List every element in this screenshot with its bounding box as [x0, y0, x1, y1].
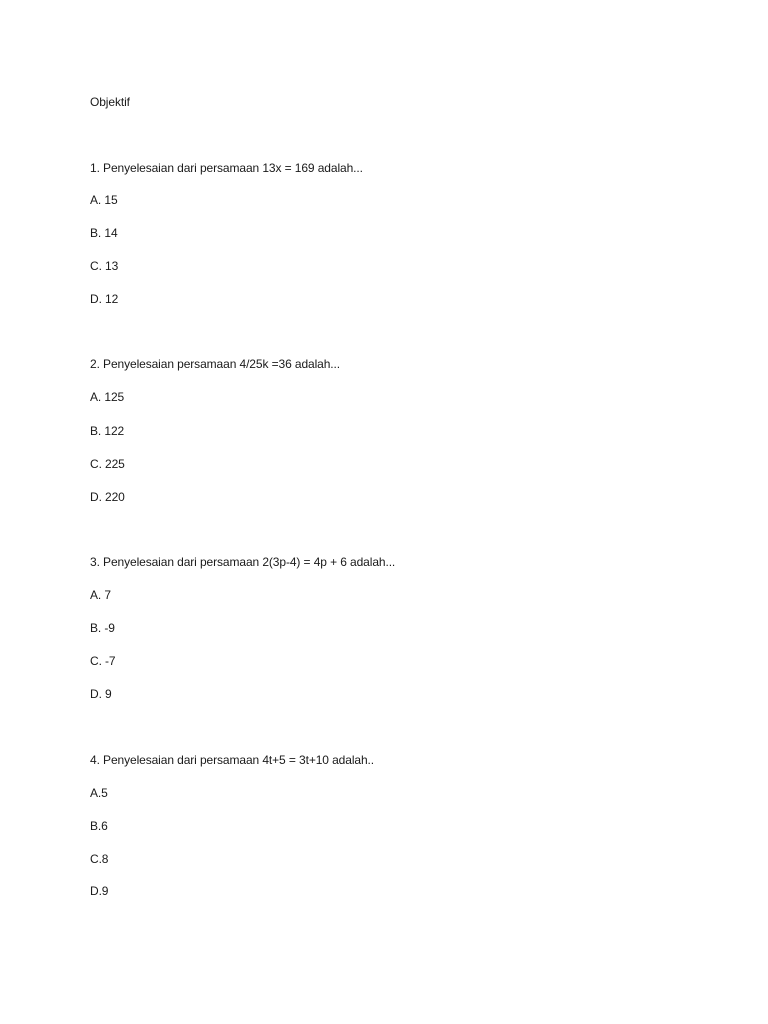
question-3-option-c: C. -7 — [90, 654, 116, 668]
question-3-option-b: B. -9 — [90, 621, 115, 635]
question-1-text: 1. Penyelesaian dari persamaan 13x = 169 adalah... — [90, 161, 363, 175]
question-3-option-a: A. 7 — [90, 588, 111, 602]
question-1-option-d: D. 12 — [90, 292, 119, 306]
section-heading: Objektif — [90, 95, 130, 109]
question-2-option-a: A. 125 — [90, 390, 125, 404]
question-3-text: 3. Penyelesaian dari persamaan 2(3p-4) = 4p + 6 adalah... — [90, 555, 396, 569]
question-1-option-c: C. 13 — [90, 259, 119, 273]
question-1-option-a: A. 15 — [90, 193, 118, 207]
question-4-option-a: A.5 — [90, 786, 108, 800]
question-4-option-d: D.9 — [90, 884, 109, 898]
question-4-text: 4. Penyelesaian dari persamaan 4t+5 = 3t+10 adalah.. — [90, 753, 375, 767]
question-1-option-b: B. 14 — [90, 226, 118, 240]
question-2-option-d: D. 220 — [90, 490, 125, 504]
question-2-option-c: C. 225 — [90, 457, 125, 471]
question-4-option-c: C.8 — [90, 852, 109, 866]
question-2-option-b: B. 122 — [90, 424, 125, 438]
question-3-option-d: D. 9 — [90, 687, 112, 701]
question-4-option-b: B.6 — [90, 819, 108, 833]
question-2-text: 2. Penyelesaian persamaan 4/25k =36 adalah... — [90, 357, 341, 371]
